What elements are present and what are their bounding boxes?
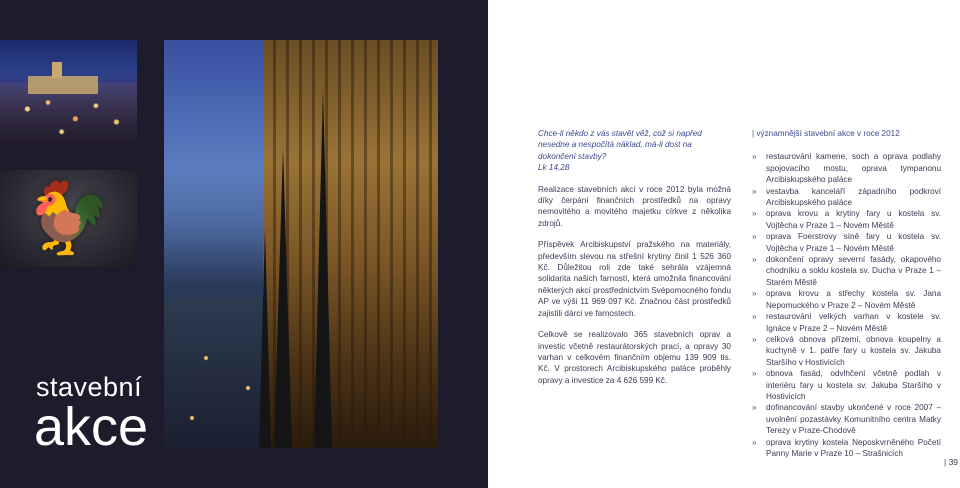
list-item xyxy=(752,368,941,402)
list-item-text: restaurování velkých varhan v kostele sv. Ignáce v Praze 2 – Novém Městě xyxy=(766,312,941,333)
section-title-line1: stavební xyxy=(36,372,143,402)
bullet-marker: » xyxy=(752,289,757,299)
paragraph: Příspěvek Arcibiskupství pražského na materiály, především slevou na střešní krytiny činil 1 526 360 Kč. Důležitou roli zde také sehrála vzájemná solidarita našich farností, která umožnila financování některých akcí prostřednictvím Svépomocného fondu AP ve výši 11 969 097 Kč. Značnou část prostředků zajistili dárci ve farnostech. xyxy=(538,240,731,318)
list-item xyxy=(752,186,941,209)
cathedral-photo xyxy=(164,40,438,448)
list-item-text: restaurování kamene, soch a oprava podlahy spojovacího mostu, oprava tympanonu Arcibiskupského paláce xyxy=(766,152,941,185)
city-night-photo xyxy=(0,40,137,148)
list-item xyxy=(752,288,941,311)
list-item-text: dofinancování stavby ukončené v roce 2007 – uvolnění pozastávky Komunitního centra Matky Terezy v Praze-Chodově xyxy=(766,403,941,436)
paragraph: Realizace stavebních akcí v roce 2012 byla možná díky čerpání finančních prostředků na opravy nemovitého a movitého majetku církve z několika zdrojů. xyxy=(538,184,731,228)
list-heading: | významnější stavební akce v roce 2012 xyxy=(752,129,900,138)
text-column-1 xyxy=(538,128,731,396)
text-column-2 xyxy=(752,128,941,459)
list-item-text: vestavba kanceláří západního podkroví Arcibiskupského paláce xyxy=(766,186,941,208)
list-item-text: oprava krovu a krytiny fary u kostela sv. Vojtěcha v Praze 1 – Novém Městě xyxy=(766,209,941,230)
list-item xyxy=(752,437,941,460)
quote-reference: Lk 14,28 xyxy=(538,163,570,173)
bullet-marker: » xyxy=(752,152,757,162)
rooster-icon: 🐓 xyxy=(24,179,112,257)
bullet-marker: » xyxy=(752,334,757,344)
bullet-marker: » xyxy=(752,437,757,447)
list-item-text: oprava Foerstrovy síně fary u kostela sv. Vojtěcha v Praze 1 – Novém Městě xyxy=(766,232,941,253)
bullet-marker: » xyxy=(752,255,757,265)
project-list xyxy=(752,151,941,459)
list-item-text: oprava krovu a střechy kostela sv. Jana Nepomuckého v Praze 2 – Novém Městě xyxy=(766,289,941,310)
rooster-weathervane-photo xyxy=(0,170,137,267)
paragraph: Celkově se realizovalo 365 stavebních oprav a investic včetně restaurátorských prací, a opravy 30 varhan v celkovém finančním objemu 139 909 tis. Kč. V prostorech Arcibiskupského paláce proběhly opravy a investice za 4 626 599 Kč. xyxy=(538,330,731,385)
bullet-marker: » xyxy=(752,186,757,196)
bible-quote: Chce-li někdo z vás stavět věž, což si napřed nesedne a nespočítá náklad, má-li dost na dokončení stavby? xyxy=(538,129,702,161)
list-item xyxy=(752,311,941,334)
bullet-marker: » xyxy=(752,403,757,413)
page-number: | 39 xyxy=(944,457,959,467)
bullet-marker: » xyxy=(752,312,757,322)
list-item xyxy=(752,334,941,368)
list-item-text: obnova fasád, odvlhčení včetně podlah v interiéru fary u kostela sv. Jakuba Staršího v Hostivicích xyxy=(766,369,941,401)
list-item-text: oprava krytiny kostela Neposkvrněného Početí Panny Marie v Praze 10 – Strašnicích xyxy=(766,437,941,458)
list-item xyxy=(752,151,941,185)
list-item xyxy=(752,231,941,254)
list-item xyxy=(752,254,941,288)
list-item-text: dokončení opravy severní fasády, okapového chodníku a soklu kostela sv. Ducha v Praze 1 – Starém Městě xyxy=(766,255,941,287)
bullet-marker: » xyxy=(752,369,757,379)
list-item xyxy=(752,402,941,436)
list-item xyxy=(752,208,941,231)
bullet-marker: » xyxy=(752,209,757,219)
section-title-line2: akce xyxy=(34,397,149,457)
list-item-text: celková obnova přízemí, obnova koupelny a kuchyně v 1. patře fary u kostela sv. Jakuba Staršího v Hostivicích xyxy=(766,334,941,367)
bullet-marker: » xyxy=(752,232,757,242)
